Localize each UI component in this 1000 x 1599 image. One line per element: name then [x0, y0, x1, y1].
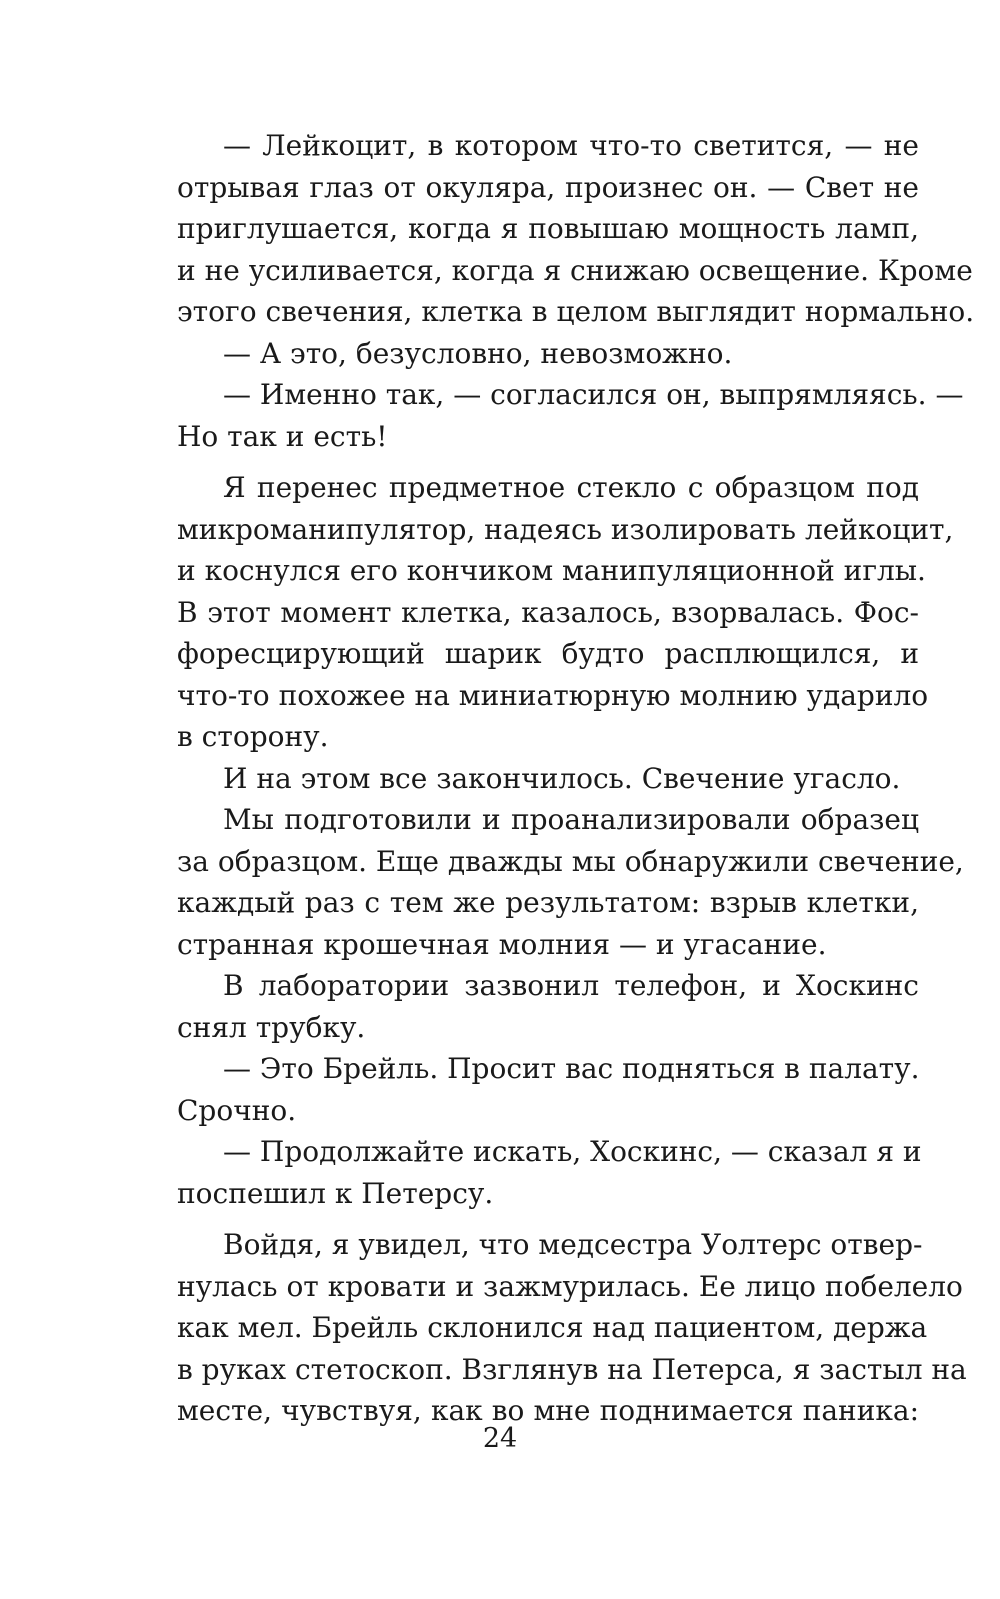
text-line: странная крошечная молния — и угасание. [177, 927, 827, 961]
text-line: форесцирующий шарик будто расплющился, и [177, 637, 919, 670]
text-line: что-то похожее на миниатюрную молнию ударило [177, 678, 929, 712]
paragraph [177, 333, 919, 375]
text-line: месте, чувствуя, как во мне поднимается паника: [177, 1394, 919, 1427]
text-line: этого свечения, клетка в целом выглядит нормально. [177, 295, 975, 328]
text-line: — Именно так, — согласился он, выпрямляясь. — [223, 378, 964, 411]
text-line: в сторону. [177, 720, 329, 753]
paragraph [177, 1224, 967, 1432]
text-line: отрывая глаз от окуляра, произнес он. — Свет не [177, 170, 919, 204]
paragraph [177, 965, 919, 1048]
text-line: и не усиливается, когда я снижаю освещение. Кроме [177, 253, 973, 287]
text-line: — А это, безусловно, невозможно. [223, 336, 733, 370]
text-line: в руках стетоскоп. Взглянув на Петерса, я застыл на [177, 1352, 967, 1386]
body-text [177, 125, 975, 1432]
paragraph [177, 374, 964, 457]
text-line: и коснулся его кончиком манипуляционной иглы. [177, 554, 926, 587]
text-line: Я перенес предметное стекло с образцом под [223, 471, 919, 504]
text-line: поспешил к Петерсу. [177, 1176, 494, 1210]
paragraph [177, 758, 919, 800]
text-line: Войдя, я увидел, что медсестра Уолтерс отвер- [223, 1228, 923, 1261]
text-line: как мел. Брейль склонился над пациентом, держа [177, 1311, 928, 1344]
text-line: И на этом все закончилось. Свечение угасло. [223, 761, 901, 795]
paragraph [177, 1131, 922, 1214]
paragraph [177, 1048, 919, 1131]
paragraph [177, 467, 954, 758]
text-line: — Это Брейль. Просит вас подняться в палату. [223, 1052, 920, 1085]
text-line: каждый раз с тем же результатом: взрыв клетки, [177, 886, 919, 919]
text-line: В лаборатории зазвонил телефон, и Хоскинс [223, 969, 919, 1002]
text-line: нулась от кровати и зажмурилась. Ее лицо побелело [177, 1269, 963, 1303]
text-line: микроманипулятор, надеясь изолировать лейкоцит, [177, 512, 954, 546]
text-line: снял трубку. [177, 1010, 366, 1044]
page-number: 24 [482, 1423, 518, 1454]
text-line: В этот момент клетка, казалось, взорвалась. Фос- [177, 595, 919, 629]
text-line: Срочно. [177, 1093, 297, 1127]
text-line: приглушается, когда я повышаю мощность ламп, [177, 212, 919, 245]
text-line: — Продолжайте искать, Хоскинс, — сказал я и [223, 1135, 922, 1168]
text-line: — Лейкоцит, в котором что-то светится, — не [223, 129, 919, 162]
paragraph [177, 125, 975, 333]
text-line: Мы подготовили и проанализировали образец [223, 803, 919, 836]
text-line: за образцом. Еще дважды мы обнаружили свечение, [177, 844, 964, 878]
text-line: Но так и есть! [177, 419, 388, 453]
paragraph [177, 799, 964, 965]
